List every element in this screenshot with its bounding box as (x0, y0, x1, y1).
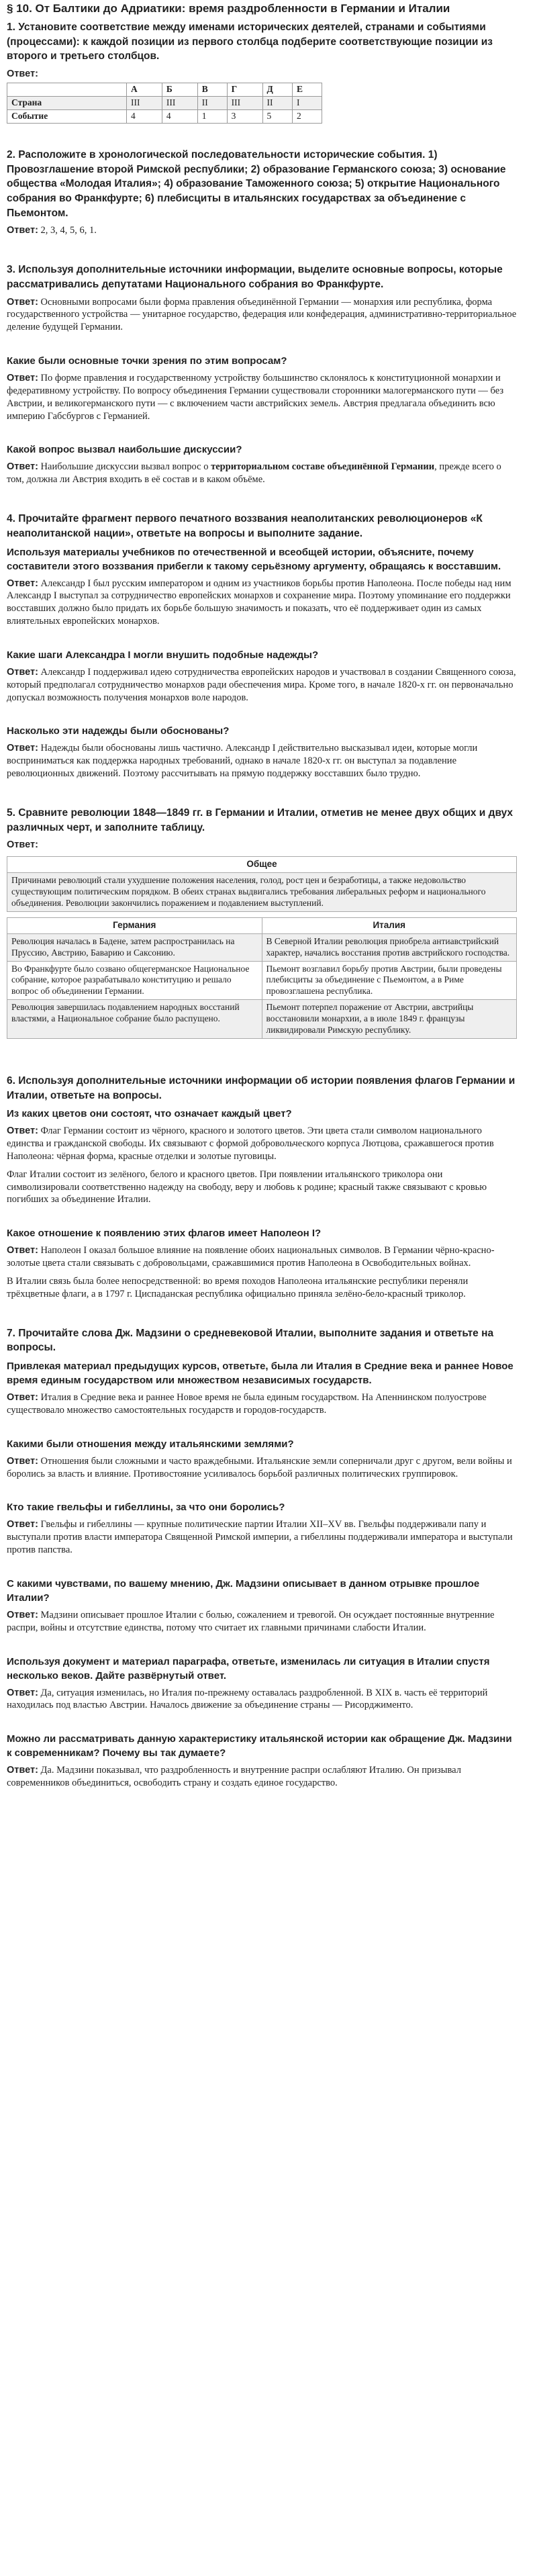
subquestion-text: Насколько эти надежды были обоснованы? (7, 725, 230, 737)
answer-text: Флаг Германии состоит из чёрного, красного и золотого цветов. Эти цвета стали символом национального единства и гражданской свободы. Их связывают с формой добровольческого корпуса Лютцова, сражавшегося против Наполеона: чёрная форма, красные отделки и золотые пуговицы. (7, 1125, 494, 1162)
table-cell: III (127, 97, 162, 110)
answer-text: Надежды были обоснованы лишь частично. Александр I действительно высказывал идеи, которые могли восприниматься как поддержка народных требований, однако в начале 1820-х гг. он выступал за подавление революционных движений. Поэтому рассчитывать на прямую поддержку восставших было трудно. (7, 743, 478, 780)
table-header-row (7, 917, 517, 933)
answer-label: Ответ: (7, 225, 38, 236)
table-header-cell: В (197, 83, 227, 97)
subquestion-text: Какими были отношения между итальянскими землями? (7, 1438, 294, 1450)
answer-label: Ответ: (7, 1609, 38, 1620)
answer-label: Ответ: (7, 1245, 38, 1256)
table-cell: 4 (162, 110, 197, 124)
answer-text: , прежде всего о том, должна ли Австрия входить в её состав и в каком объёме. (7, 461, 501, 486)
answer-paragraph (7, 1518, 517, 1557)
answer-label: Ответ: (7, 461, 38, 473)
question-4 (7, 512, 517, 780)
answer-paragraph (7, 1244, 517, 1270)
answer-text: Александр I был русским императором и одним из участников борьбы против Наполеона. После победы над ним Александр I выступал за сотрудничество европейских монархов и сохранение мира. Поэтому упоминание его поддержки восставших должно было придать их борьбе большую значимость и показать, что её поддерживает один из самых влиятельных европейских монархов. (7, 578, 511, 627)
table-cell: 1 (197, 110, 227, 124)
answer-table-1 (7, 83, 322, 124)
table-cell: Пьемонт возглавил борьбу против Австрии, были проведены плебисциты за объединение с Пьемонтом, а в Риме провозглашена республика. (262, 961, 517, 1000)
question-7 (7, 1326, 517, 1790)
subquestion-text: Из каких цветов они состоят, что означает каждый цвет? (7, 1108, 292, 1120)
table-header-row (7, 83, 322, 97)
table-header-cell: Д (262, 83, 292, 97)
table-cell: Причинами революций стали ухудшение положения населения, голод, рост цен и безработицы, а также недовольство существующим политическим порядком. В обеих странах выдвигались требования либеральных реформ и национального объединения. Революции закончились поражением и подавлением выступлений. (7, 873, 517, 912)
answer-paragraph (7, 372, 517, 422)
answer-paragraph (7, 1125, 517, 1163)
table-cell: II (197, 97, 227, 110)
question-2 (7, 148, 517, 237)
table-cell: Во Франкфурте было созвано общегерманское Национальное собрание, которое разрабатывало конституцию и решало вопрос об объединении Германии. (7, 961, 262, 1000)
table-cell: I (293, 97, 322, 110)
answer-paragraph (7, 1687, 517, 1712)
subquestion-text: Кто такие гвельфы и гибеллины, за что они боролись? (7, 1502, 285, 1514)
question-7-text: 7. Прочитайте слова Дж. Мадзини о средневековой Италии, выполните задания и ответьте на вопросы. (7, 1327, 494, 1354)
answer-text: Мадзини описывает прошлое Италии с болью, сожалением и тревогой. Он осуждает постоянные внутренние распри, войны и отсутствие единства, потому что считает их главными причинами слабости Италии. (7, 1609, 495, 1633)
table-cell: III (162, 97, 197, 110)
subquestion-text: Какие шаги Александра I могли внушить подобные надежды? (7, 649, 319, 661)
table-cell: Революция началась в Бадене, затем распространилась на Пруссию, Австрию, Баварию и Саксонию. (7, 933, 262, 961)
table-cell: Пьемонт потерпел поражение от Австрии, австрийцы восстановили монархии, а в июле 1849 г. французы ликвидировали Римскую республику. (262, 1000, 517, 1039)
answer-paragraph (7, 1609, 517, 1635)
table-header-cell: Общее (7, 857, 517, 873)
answer-label: Ответ: (7, 1392, 38, 1404)
question-6 (7, 1074, 517, 1301)
answer-paragraph (7, 578, 517, 628)
table-cell: 3 (227, 110, 262, 124)
answer-paragraph: В Италии связь была более непосредственной: во время походов Наполеона итальянские республики переняли трёхцветные флаги, а в 1797 г. Циспаданская республика официально приняла зелёно-бело-красный триколор. (7, 1275, 469, 1299)
answer-label: Ответ: (7, 296, 38, 308)
answer-label: Ответ: (7, 68, 38, 80)
page-title: § 10. От Балтики до Адриатики: время раздробленности в Германии и Италии (7, 2, 450, 15)
table-cell: 2 (293, 110, 322, 124)
answer-text: Да, ситуация изменилась, но Италия по-прежнему оставалась раздробленной. В XIX в. часть её территорий находилась под властью Австрии. Началось движение за объединение страны — Рисорджименто. (7, 1687, 488, 1711)
answer-text: Основными вопросами были форма правления объединённой Германии — монархия или республика, форма государственного устройства — унитарное государство, федерация или конфедерация, административно-территориальное деление будущей Германии. (7, 296, 517, 333)
comparison-table-common (7, 856, 517, 912)
table-header-cell (7, 83, 127, 97)
question-5 (7, 806, 517, 1039)
table-header-cell: Г (227, 83, 262, 97)
table-cell: В Северной Италии революция приобрела антиавстрийский характер, начались восстания против австрийского господства. (262, 933, 517, 961)
answer-paragraph (7, 742, 517, 780)
table-cell: 5 (262, 110, 292, 124)
subquestion-text: Используя материалы учебников по отечественной и всеобщей истории, объясните, почему составители этого воззвания прибегли к такому серьёзному аргументу, обращаясь к восставшим. (7, 546, 501, 572)
table-header-cell: Е (293, 83, 322, 97)
subquestion-text: С какими чувствами, по вашему мнению, Дж. Мадзини описывает в данном отрывке прошлое Италии? (7, 1577, 480, 1604)
answer-emphasis: территориальном составе объединённой Германии (211, 461, 435, 473)
subquestion-text: Можно ли рассматривать данную характеристику итальянской истории как обращение Дж. Мадзини к современникам? Почему вы так думаете? (7, 1733, 512, 1759)
row-label: Событие (7, 110, 127, 124)
subquestion-text: Какой вопрос вызвал наибольшие дискуссии? (7, 444, 242, 456)
answer-paragraph (7, 296, 517, 334)
answer-paragraph (7, 224, 517, 237)
answer-paragraph (7, 666, 517, 704)
table-row (7, 110, 322, 124)
comparison-table (7, 917, 517, 1039)
answer-text: Наибольшие дискуссии вызвал вопрос о (40, 461, 211, 473)
answer-text: 2, 3, 4, 5, 6, 1. (40, 225, 97, 236)
answer-label: Ответ: (7, 839, 38, 851)
table-cell: Революция завершилась подавлением народных восстаний властями, а Национальное собрание было распущено. (7, 1000, 262, 1039)
subquestion-text: Какое отношение к появлению этих флагов имеет Наполеон I? (7, 1228, 322, 1240)
question-2-text: 2. Расположите в хронологической последовательности исторические события. 1) Провозглашение второй Римской республики; 2) образование Германского союза; 3) основание общества «Молодая Италия»; 4) образование Таможенного союза; 5) открытие Национального собрания во Франкфурте; 6) плебисциты в итальянских государствах за объединение с Пьемонтом. (7, 148, 506, 219)
table-cell: II (262, 97, 292, 110)
table-row (7, 933, 517, 961)
table-row (7, 961, 517, 1000)
question-6-text: 6. Используя дополнительные источники информации об истории появления флагов Германии и Италии, ответьте на вопросы. (7, 1074, 516, 1101)
answer-text: По форме правления и государственному устройству большинство склонялось к конституционной монархии и федеративному устройству. По вопросу объединения Германии существовали сторонники малогерманского пути — без Австрии, и великогерманского пути — с включением части австрийских земель. Австрия предлагала объединить всю империю Габсбургов с Германией. (7, 373, 504, 422)
answer-label: Ответ: (7, 1125, 38, 1137)
subquestion-text: Привлекая материал предыдущих курсов, ответьте, была ли Италия в Средние века и раннее Новое время единым государством или множеством независимых государств. (7, 1361, 514, 1387)
answer-text: Италия в Средние века и раннее Новое время не была единым государством. На Апеннинском полуострове существовало множество самостоятельных государств и городов-государств. (7, 1392, 487, 1416)
table-cell: 4 (127, 110, 162, 124)
answer-label: Ответ: (7, 1765, 38, 1776)
answer-text: Да. Мадзини показывал, что раздробленность и внутренние распри ослабляют Италию. Он призывал современников объединиться, освободить страну и создать единое государство. (7, 1765, 461, 1789)
answer-paragraph (7, 1391, 517, 1417)
table-header-cell: Германия (7, 917, 262, 933)
question-5-text: 5. Сравните революции 1848—1849 гг. в Германии и Италии, отметив не менее двух общих и двух различных черт, и заполните таблицу. (7, 807, 514, 833)
question-3 (7, 263, 517, 486)
answer-label: Ответ: (7, 1519, 38, 1530)
answer-label: Ответ: (7, 743, 38, 754)
table-header-cell: А (127, 83, 162, 97)
question-1 (7, 20, 517, 124)
row-label: Страна (7, 97, 127, 110)
answer-label: Ответ: (7, 1455, 38, 1467)
question-1-text: 1. Установите соответствие между именами исторических деятелей, странами и событиями (процессами): к каждой позиции из первого столбца подберите соответствующие позиции из второго и третьего столбцов. (7, 21, 493, 62)
question-3-text: 3. Используя дополнительные источники информации, выделите основные вопросы, которые рассматривались депутатами Национального собрания во Франкфурте. (7, 264, 503, 290)
answer-label: Ответ: (7, 578, 38, 589)
subquestion-text: Используя документ и материал параграфа, ответьте, изменилась ли ситуация в Италии спустя несколько веков. Дайте развёрнутый ответ. (7, 1655, 490, 1682)
answer-label: Ответ: (7, 373, 38, 384)
answer-label: Ответ: (7, 1687, 38, 1698)
answer-text: Александр I поддерживал идею сотрудничества европейских народов и участвовал в создании Священного союза, который предполагал сотрудничество монархов ради обеспечения мира. Кроме того, в начале 1820-х гг. он первоначально допускал возможность получения монархов воле народов. (7, 666, 516, 703)
answer-text: Отношения были сложными и часто враждебными. Итальянские земли соперничали друг с другом, вели войны и боролись за власть и влияние. Противостояние усиливалось борьбой различных политических группировок. (7, 1455, 512, 1479)
table-header-cell: Италия (262, 917, 517, 933)
answer-paragraph (7, 461, 517, 486)
answer-text: Наполеон I оказал большое влияние на появление обоих национальных символов. В Германии чёрно-красно-золотые цвета стали связывать с добровольцами, сражавшимися против Наполеона в Освободительных войнах. (7, 1245, 495, 1269)
table-row (7, 1000, 517, 1039)
answer-text: Гвельфы и гибеллины — крупные политические партии Италии XII–XV вв. Гвельфы поддерживали папу и выступали против власти императора Священной Римской империи, а гибеллины поддерживали императора и выступали против папства. (7, 1519, 513, 1556)
table-header-cell: Б (162, 83, 197, 97)
table-cell: III (227, 97, 262, 110)
table-row (7, 97, 322, 110)
answer-label: Ответ: (7, 666, 38, 678)
answer-paragraph (7, 1455, 517, 1481)
subquestion-text: Какие были основные точки зрения по этим вопросам? (7, 355, 287, 367)
question-4-text: 4. Прочитайте фрагмент первого печатного воззвания неаполитанских революционеров «К неаполитанской нации», ответьте на вопросы и выполните задание. (7, 513, 483, 539)
answer-paragraph (7, 1764, 517, 1790)
answer-paragraph: Флаг Италии состоит из зелёного, белого и красного цветов. При появлении итальянского триколора они символизировали соответственно надежду на свободу, веру и любовь к родине; красный также связывают с кровью погибших за объединение Италии. (7, 1168, 487, 1205)
